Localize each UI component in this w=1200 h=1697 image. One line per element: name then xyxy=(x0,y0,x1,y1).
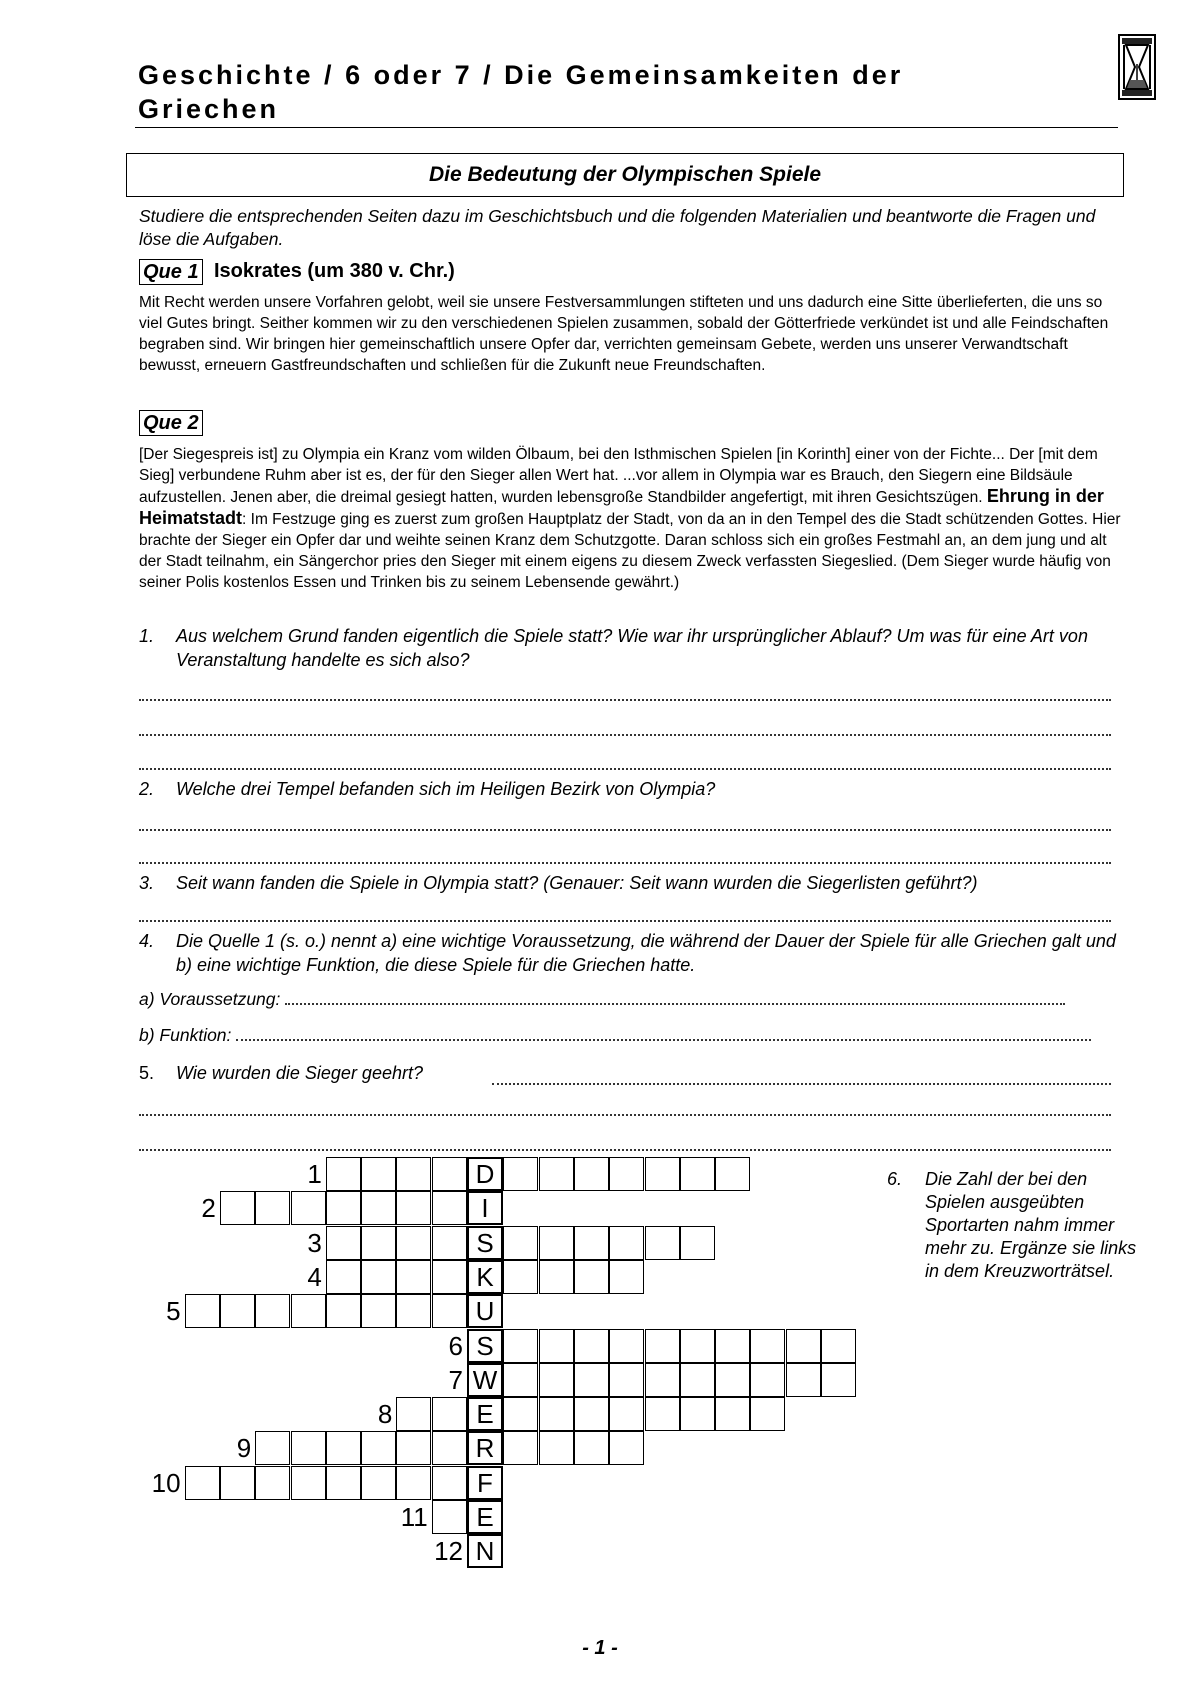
answer-line[interactable] xyxy=(139,862,1111,864)
crossword-cell[interactable] xyxy=(645,1226,680,1260)
crossword-cell[interactable] xyxy=(361,1226,396,1260)
crossword-cell[interactable] xyxy=(220,1294,255,1328)
crossword-cell[interactable] xyxy=(503,1431,538,1465)
crossword-cell[interactable] xyxy=(680,1397,715,1431)
crossword-cell[interactable] xyxy=(432,1466,467,1500)
crossword-cell[interactable] xyxy=(361,1191,396,1225)
crossword-cell[interactable] xyxy=(539,1397,574,1431)
crossword-cell[interactable] xyxy=(396,1191,431,1225)
crossword-cell[interactable] xyxy=(574,1329,609,1363)
crossword-cell[interactable] xyxy=(609,1397,644,1431)
crossword-cell[interactable] xyxy=(715,1397,750,1431)
crossword-cell[interactable] xyxy=(326,1260,361,1294)
crossword-cell[interactable] xyxy=(291,1191,326,1225)
question-5: 5. Wie wurden die Sieger geehrt? xyxy=(139,1063,423,1083)
answer-line[interactable] xyxy=(139,829,1111,831)
crossword-clue-number: 3 xyxy=(307,1227,322,1258)
crossword-cell[interactable] xyxy=(539,1226,574,1260)
crossword-clue-number: 5 xyxy=(166,1296,181,1327)
crossword-cell[interactable] xyxy=(821,1329,856,1363)
crossword-cell[interactable] xyxy=(645,1363,680,1397)
crossword-solution-cell: W xyxy=(467,1363,503,1397)
crossword-cell[interactable] xyxy=(503,1397,538,1431)
crossword-cell[interactable] xyxy=(645,1397,680,1431)
crossword-cell[interactable] xyxy=(680,1363,715,1397)
crossword-cell[interactable] xyxy=(291,1294,326,1328)
source-1-text: Mit Recht werden unsere Vorfahren gelobt, weil sie unsere Festversammlungen stifteten und uns dadurch eine Sitte überlieferten, die uns so viel Gutes bringt. Seither kommen wir zu den verschiedenen Spielen zusammen, sobald der Götterfriede verkündet ist und alle Feindschaften begraben sind. Wir bringen hier gemeinschaftlich unsere Opfer dar, verrichten gemeinsam Gebete, werden uns unserer Verwandtschaft bewusst, erneuern Gastfreundschaften und schließen für die Zukunft neue Freundschaften. xyxy=(139,294,1109,374)
header-rule xyxy=(135,127,1118,128)
crossword-cell[interactable] xyxy=(645,1329,680,1363)
crossword-cell[interactable] xyxy=(396,1431,431,1465)
answer-line[interactable] xyxy=(492,1083,1111,1085)
crossword-cell[interactable] xyxy=(396,1226,431,1260)
crossword-cell[interactable] xyxy=(396,1260,431,1294)
question-1: 1. Aus welchem Grund fanden eigentlich die Spiele statt? Wie war ihr ursprünglicher Ablauf? Um was für eine Art von Veranstaltung handelte es sich also? xyxy=(139,626,1088,670)
crossword-clue-number: 2 xyxy=(201,1193,216,1224)
crossword-solution-cell: R xyxy=(467,1431,503,1465)
crossword-cell[interactable] xyxy=(185,1466,220,1500)
crossword-cell[interactable] xyxy=(574,1397,609,1431)
question-4: 4. Die Quelle 1 (s. o.) nennt a) eine wichtige Voraussetzung, die während der Dauer der Spiele für alle Griechen galt und b) eine wichtige Funktion, die diese Spiele für die Griechen hatte. xyxy=(139,931,1116,975)
crossword-clue-number: 8 xyxy=(377,1399,393,1430)
crossword-cell[interactable] xyxy=(361,1466,396,1500)
crossword-cell[interactable] xyxy=(220,1466,255,1500)
crossword-cell[interactable] xyxy=(539,1431,574,1465)
crossword-cell[interactable] xyxy=(786,1329,821,1363)
answer-line[interactable] xyxy=(139,734,1111,736)
crossword-solution-cell: U xyxy=(467,1294,503,1328)
crossword-cell[interactable] xyxy=(609,1363,644,1397)
source-2-label: Que 2 xyxy=(139,410,203,436)
answer-line[interactable] xyxy=(139,699,1111,701)
crossword-cell[interactable] xyxy=(432,1226,467,1260)
crossword-cell[interactable] xyxy=(432,1500,467,1534)
crossword-clue-number: 12 xyxy=(434,1536,463,1567)
crossword-clue-number: 6 xyxy=(448,1330,463,1361)
crossword-cell[interactable] xyxy=(291,1466,326,1500)
crossword-solution-cell: F xyxy=(467,1466,503,1500)
crossword-cell[interactable] xyxy=(361,1260,396,1294)
crossword-cell[interactable] xyxy=(503,1363,538,1397)
crossword-cell[interactable] xyxy=(539,1329,574,1363)
answer-4b[interactable]: b) Funktion: xyxy=(139,1024,1091,1046)
crossword-clue-number: 1 xyxy=(307,1159,322,1189)
crossword-cell[interactable] xyxy=(326,1294,361,1328)
crossword-cell[interactable] xyxy=(432,1260,467,1294)
crossword-cell[interactable] xyxy=(539,1363,574,1397)
crossword-cell[interactable] xyxy=(361,1157,396,1191)
crossword-cell[interactable] xyxy=(396,1397,431,1431)
crossword-solution-cell: D xyxy=(467,1157,503,1191)
crossword-cell[interactable] xyxy=(396,1294,431,1328)
crossword-cell[interactable] xyxy=(503,1260,538,1294)
crossword-solution-cell: E xyxy=(467,1500,503,1534)
crossword-cell[interactable] xyxy=(609,1260,644,1294)
crossword-cell[interactable] xyxy=(326,1226,361,1260)
crossword-clue-number: 9 xyxy=(236,1433,252,1464)
crossword-cell[interactable] xyxy=(255,1431,290,1465)
crossword-cell[interactable] xyxy=(574,1157,609,1191)
crossword-cell[interactable] xyxy=(715,1363,750,1397)
crossword-clue-number: 10 xyxy=(151,1467,181,1498)
question-3: 3. Seit wann fanden die Spiele in Olympia statt? (Genauer: Seit wann wurden die Siegerlisten geführt?) xyxy=(139,873,978,893)
crossword-cell[interactable] xyxy=(503,1226,538,1260)
answer-line[interactable] xyxy=(139,1114,1111,1116)
crossword-cell[interactable] xyxy=(503,1157,538,1191)
source-2-bold-heading: Ehrung in der Heimatstadt xyxy=(139,486,1104,528)
crossword-cell[interactable] xyxy=(680,1157,715,1191)
crossword-cell[interactable] xyxy=(821,1363,856,1397)
crossword-cell[interactable] xyxy=(750,1329,785,1363)
crossword-cell[interactable] xyxy=(185,1294,220,1328)
crossword-solution-cell: S xyxy=(467,1226,503,1260)
crossword-cell[interactable] xyxy=(432,1397,467,1431)
page-title: Geschichte / 6 oder 7 / Die Gemeinsamkeiten der Griechen xyxy=(138,60,904,124)
crossword-cell[interactable] xyxy=(609,1329,644,1363)
crossword-cell[interactable] xyxy=(539,1260,574,1294)
crossword-solution-cell: K xyxy=(467,1260,503,1294)
source-2-text: [Der Siegespreis ist] zu Olympia ein Kranz vom wilden Ölbaum, bei den Isthmischen Spielen [in Korinth] einer von der Fichte... Der [mit dem Sieg] verbundene Ruhm aber ist es, der für den Sieger allen Wert hat. ...vor allem in Olympia war es Brauch, den Siegern eine Bildsäule aufzustellen. Jenen aber, die dreimal gesiegt hatten, wurden lebensgroße Standbilder angefertigt, mit ihren Gesichtszügen. Ehrung in der Heimatstadt: Im Festzuge ging es zuerst zum großen Hauptplatz der Stadt, von da an in den Tempel des die Stadt schützenden Gottes. Hier brachte der Sieger ein Opfer dar und weihte seinen Kranz dem Schutzgotte. Daran schloss sich ein großes Festmahl an, an dem jung und alt der Stadt teilnahm, ein Sängerchor pries den Sieger mit einem eigens zu diesem Zweck verfassten Siegeslied. (Dem Sieger wurde häufig von seiner Polis kostenlos Essen und Trinken bis zu seinem Lebensende gewährt.) xyxy=(139,446,1121,591)
crossword-cell[interactable] xyxy=(574,1226,609,1260)
page-number: - 1 - xyxy=(582,1637,618,1659)
crossword-cell[interactable] xyxy=(255,1191,290,1225)
crossword-cell[interactable] xyxy=(680,1226,715,1260)
section-title-box: Die Bedeutung der Olympischen Spiele xyxy=(126,153,1124,197)
answer-line[interactable] xyxy=(139,920,1111,922)
crossword-cell[interactable] xyxy=(645,1157,680,1191)
crossword-cell[interactable] xyxy=(786,1363,821,1397)
crossword-cell[interactable] xyxy=(750,1397,785,1431)
crossword-cell[interactable] xyxy=(361,1431,396,1465)
crossword-cell[interactable] xyxy=(715,1329,750,1363)
crossword-cell[interactable] xyxy=(255,1294,290,1328)
intro-text: Studiere die entsprechenden Seiten dazu im Geschichtsbuch und die folgenden Materialien und beantworte die Fragen und löse die Aufgaben. xyxy=(139,206,1096,249)
crossword-cell[interactable] xyxy=(326,1431,361,1465)
source-1-label: Que 1 xyxy=(139,259,203,285)
question-2: 2. Welche drei Tempel befanden sich im Heiligen Bezirk von Olympia? xyxy=(139,779,716,799)
answer-line[interactable] xyxy=(139,1149,1111,1151)
crossword-cell[interactable] xyxy=(432,1157,467,1191)
crossword-cell[interactable] xyxy=(539,1157,574,1191)
crossword-cell[interactable] xyxy=(609,1157,644,1191)
crossword-cell[interactable] xyxy=(574,1431,609,1465)
crossword-cell[interactable] xyxy=(326,1191,361,1225)
crossword-cell[interactable] xyxy=(715,1157,750,1191)
crossword-cell[interactable] xyxy=(432,1191,467,1225)
crossword-cell[interactable] xyxy=(255,1466,290,1500)
answer-4a[interactable]: a) Voraussetzung: xyxy=(139,988,1065,1010)
crossword-cell[interactable] xyxy=(432,1294,467,1328)
crossword-cell[interactable] xyxy=(680,1329,715,1363)
crossword-cell[interactable] xyxy=(574,1260,609,1294)
crossword-solution-cell: N xyxy=(467,1534,503,1568)
crossword-cell[interactable] xyxy=(396,1157,431,1191)
hourglass-logo-icon xyxy=(1118,34,1156,100)
crossword-cell[interactable] xyxy=(432,1431,467,1465)
crossword-solution-cell: E xyxy=(467,1397,503,1431)
source-1-title: Isokrates (um 380 v. Chr.) xyxy=(214,260,455,282)
crossword-cell[interactable] xyxy=(291,1431,326,1465)
crossword-cell[interactable] xyxy=(361,1294,396,1328)
crossword-cell[interactable] xyxy=(326,1466,361,1500)
crossword-cell[interactable] xyxy=(396,1466,431,1500)
crossword-cell[interactable] xyxy=(503,1329,538,1363)
crossword-cell[interactable] xyxy=(750,1363,785,1397)
crossword-cell[interactable] xyxy=(609,1431,644,1465)
crossword-cell[interactable] xyxy=(574,1363,609,1397)
crossword-cell[interactable] xyxy=(220,1191,255,1225)
crossword-clue-number: 11 xyxy=(400,1502,428,1532)
crossword-solution-cell: I xyxy=(467,1191,503,1225)
crossword-cell[interactable] xyxy=(609,1226,644,1260)
crossword-clue-number: 7 xyxy=(448,1364,463,1395)
answer-line[interactable] xyxy=(139,768,1111,770)
crossword-solution-cell: S xyxy=(467,1329,503,1363)
crossword-clue-number: 4 xyxy=(307,1261,322,1292)
crossword-cell[interactable] xyxy=(326,1157,361,1191)
